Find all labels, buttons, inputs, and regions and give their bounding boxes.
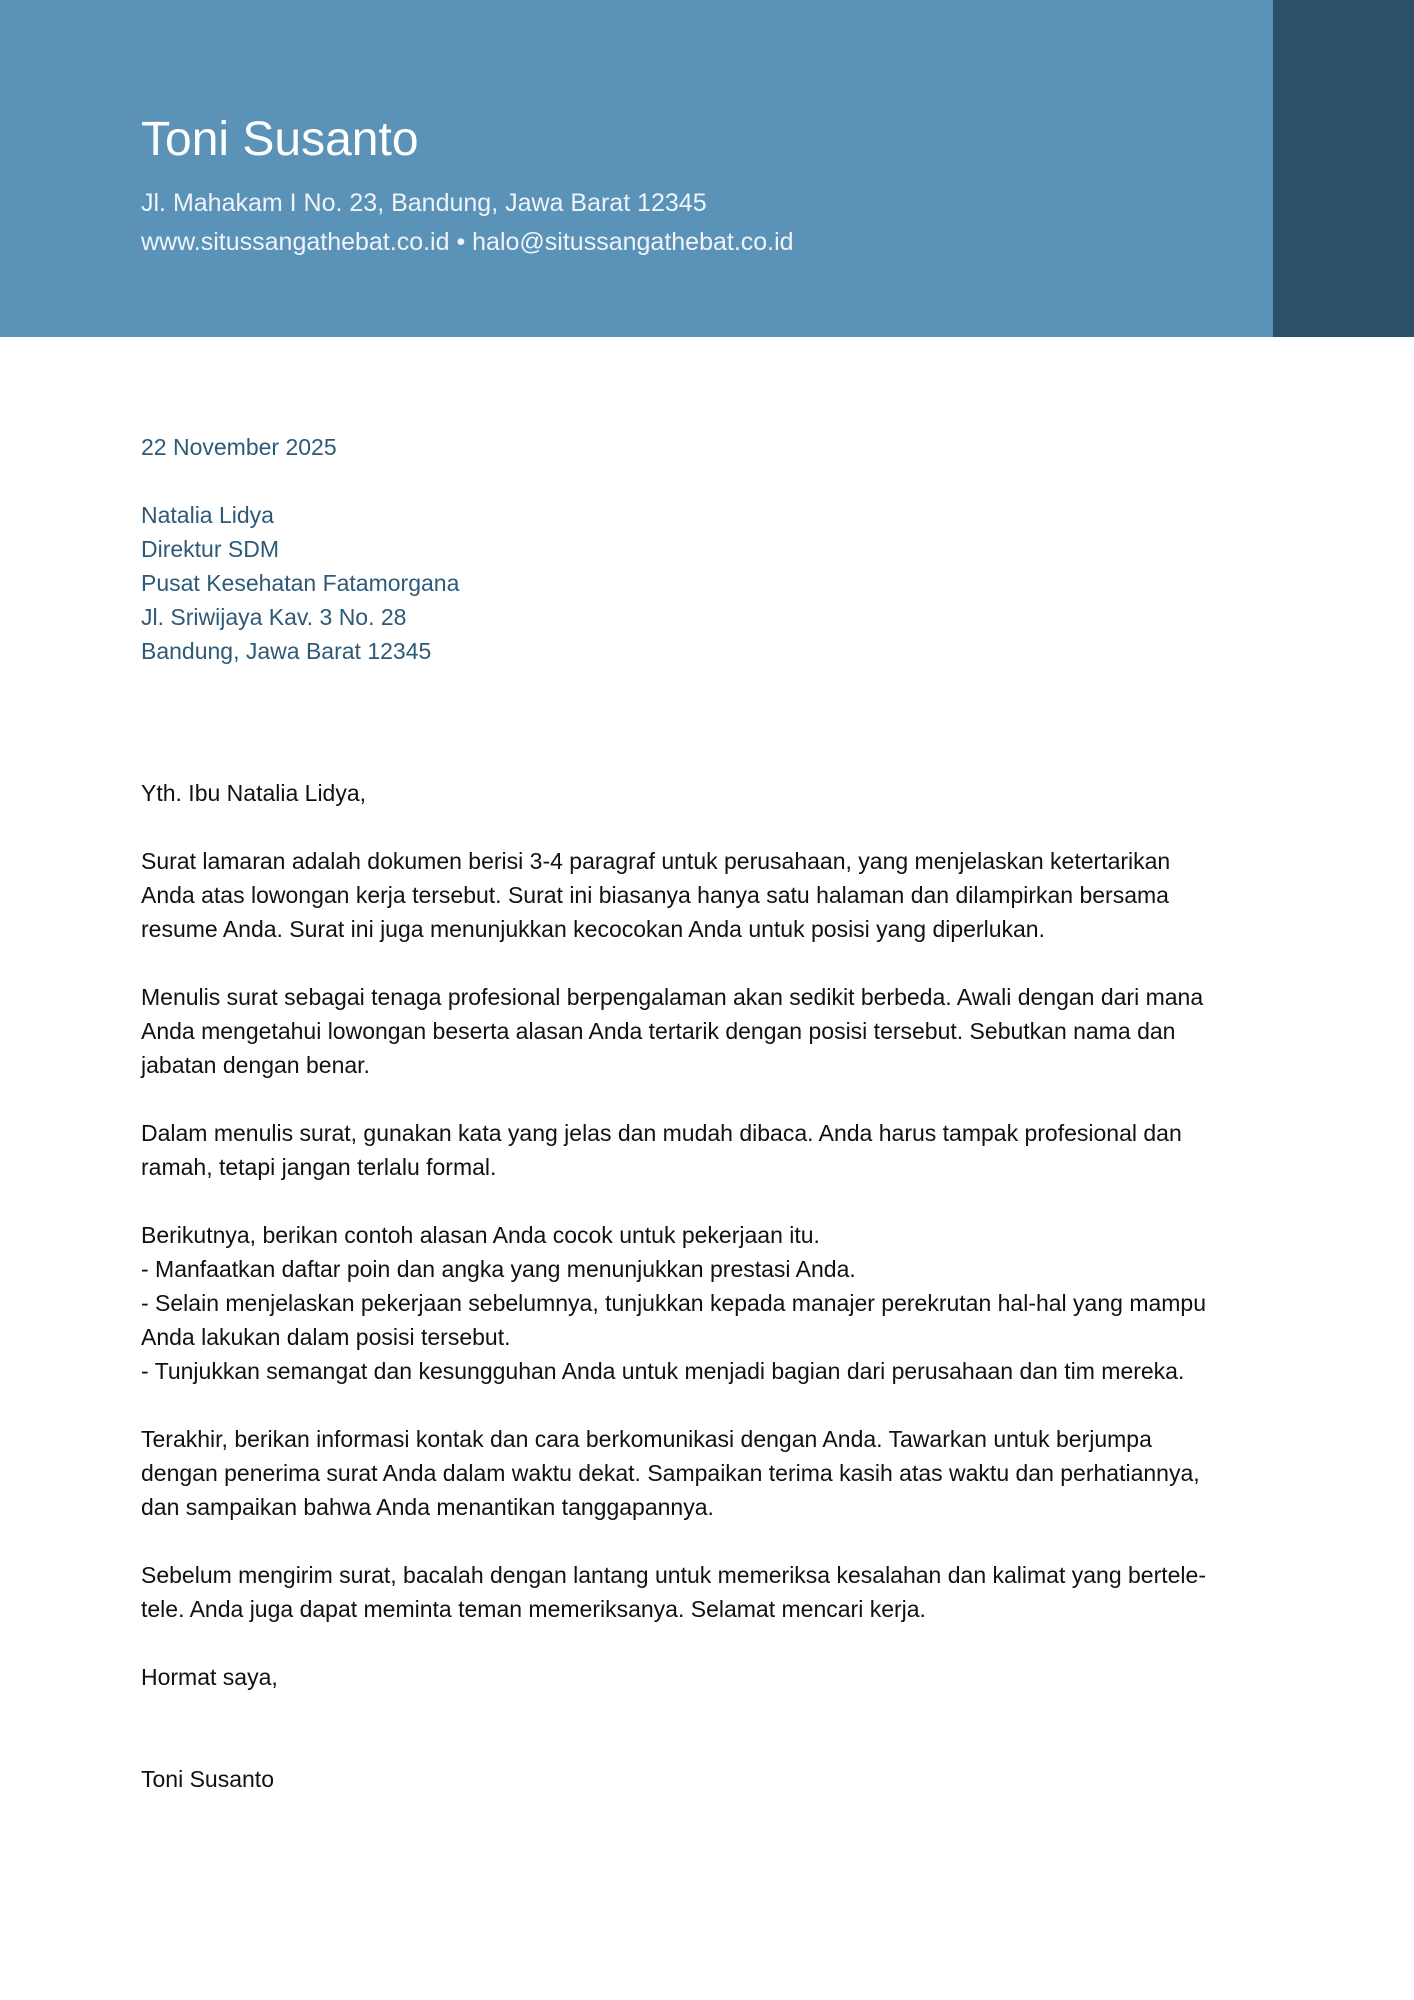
recipient-street: Jl. Sriwijaya Kav. 3 No. 28 xyxy=(141,604,407,630)
letter-body xyxy=(141,776,1251,1796)
body-paragraph: Sebelum mengirim surat, bacalah dengan lantang untuk memeriksa kesalahan dan kalimat yang bertele- tele. Anda juga dapat meminta teman memeriksanya. Selamat mencari kerja. xyxy=(141,1562,1206,1622)
recipient-title: Direktur SDM xyxy=(141,536,280,562)
signature-name: Toni Susanto xyxy=(141,1766,274,1792)
letter-date: 22 November 2025 xyxy=(141,434,337,460)
letterhead-accent-bar xyxy=(1273,0,1414,337)
body-paragraph: Dalam menulis surat, gunakan kata yang jelas dan mudah dibaca. Anda harus tampak profesional dan ramah, tetapi jangan terlalu formal. xyxy=(141,1120,1182,1180)
body-paragraph: Menulis surat sebagai tenaga profesional berpengalaman akan sedikit berbeda. Awali dengan dari mana Anda mengetahui lowongan beserta alasan Anda tertarik dengan posisi tersebut. Sebutkan nama dan jabatan dengan benar. xyxy=(141,984,1204,1078)
sender-contact: www.situssangathebat.co.id • halo@situssangathebat.co.id xyxy=(141,228,794,256)
body-paragraph: Terakhir, berikan informasi kontak dan cara berkomunikasi dengan Anda. Tawarkan untuk berjumpa dengan penerima surat Anda dalam waktu dekat. Sampaikan terima kasih atas waktu dan perhatiannya, dan sampaikan bahwa Anda menantikan tanggapannya. xyxy=(141,1426,1200,1520)
body-paragraph: Surat lamaran adalah dokumen berisi 3-4 paragraf untuk perusahaan, yang menjelaskan ketertarikan Anda atas lowongan kerja tersebut. Surat ini biasanya hanya satu halaman dan dilampirkan bersama resume Anda. Surat ini juga menunjukkan kecocokan Anda untuk posisi yang diperlukan. xyxy=(141,848,1171,942)
recipient-block xyxy=(141,498,459,668)
sender-name: Toni Susanto xyxy=(141,113,419,166)
salutation: Yth. Ibu Natalia Lidya, xyxy=(141,780,367,806)
recipient-city: Bandung, Jawa Barat 12345 xyxy=(141,638,432,664)
body-paragraph: Berikutnya, berikan contoh alasan Anda cocok untuk pekerjaan itu. - Manfaatkan daftar poin dan angka yang menunjukkan prestasi Anda. - Selain menjelaskan pekerjaan sebelumnya, tunjukkan kepada manajer perekrutan hal-hal yang mampu Anda lakukan dalam posisi tersebut. - Tunjukkan semangat dan kesungguhan Anda untuk menjadi bagian dari perusahaan dan tim mereka. xyxy=(141,1222,1207,1384)
recipient-company: Pusat Kesehatan Fatamorgana xyxy=(141,570,460,596)
recipient-name: Natalia Lidya xyxy=(141,502,274,528)
closing: Hormat saya, xyxy=(141,1664,278,1690)
sender-address: Jl. Mahakam I No. 23, Bandung, Jawa Barat 12345 xyxy=(141,189,707,217)
